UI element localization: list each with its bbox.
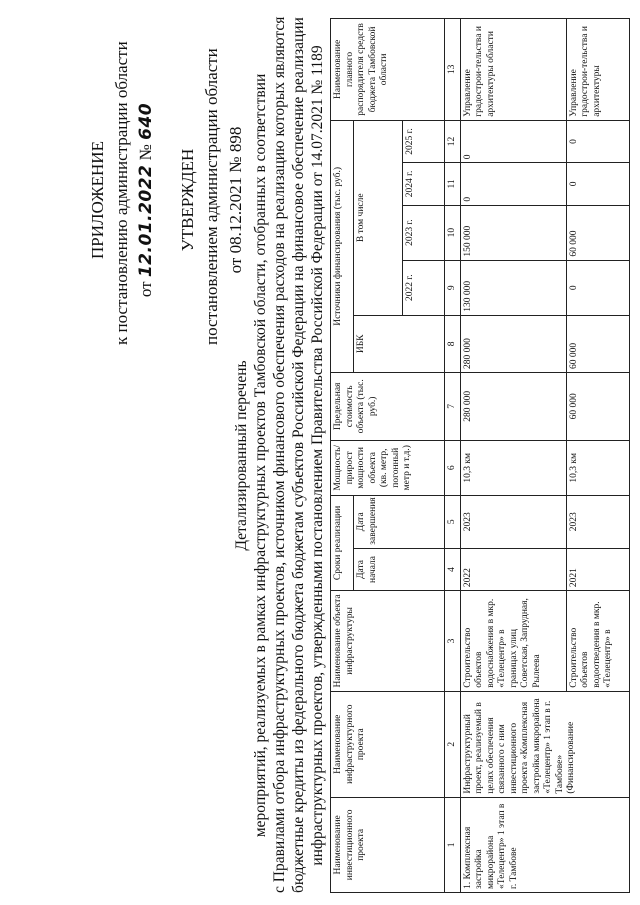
cell-infra-object: Строительство объектов водоотведения в мкр. «Телецентр» в [566, 591, 629, 692]
cell-start-date: 2021 [566, 548, 629, 590]
approved-reference: постановлением администрации области [202, 48, 221, 345]
column-number: 2 [445, 691, 461, 797]
appendix-heading: ПРИЛОЖЕНИЕ [88, 141, 107, 259]
header-funding-group: Источники финансирования (тыс. руб.) [331, 120, 354, 372]
header-year-2025: 2025 г. [402, 120, 444, 162]
cell-fund-manager: Управление градострои-тельства и архитектуры [566, 19, 629, 121]
header-end-date: Дата завершения [354, 495, 445, 548]
header-start-date: Дата начала [354, 548, 445, 590]
cell-year-2025: 0 [460, 120, 566, 162]
cell-fund-manager: Управление градострои-тельства и архитектуры области [460, 19, 566, 121]
header-infra-object: Наименование объекта инфраструктуры [331, 591, 445, 692]
header-terms-group: Сроки реализации [331, 495, 354, 590]
approved-heading: УТВЕРЖДЕН [178, 148, 197, 252]
header-year-2023: 2023 г. [402, 205, 444, 260]
appendix-number-label: № [136, 144, 155, 161]
column-number: 1 [445, 797, 461, 892]
cell-ibk: 280 000 [460, 315, 566, 372]
cell-capacity: 10,3 км [460, 440, 566, 495]
appendix-date-line [136, 55, 156, 345]
cell-capacity: 10,3 км [566, 440, 629, 495]
doc-title-line-3: с Правилами отбора инфраструктурных проектов, источником финансового обеспечения расходов на реализацию которых являются [271, 16, 288, 893]
cell-year-2024: 0 [566, 163, 629, 205]
table-row [460, 19, 566, 893]
column-number: 10 [445, 205, 461, 260]
cell-year-2022: 130 000 [460, 260, 566, 315]
doc-title-line-1: Детализированный перечень [233, 360, 250, 551]
cell-year-2023: 60 000 [566, 205, 629, 260]
cell-ibk: 60 000 [566, 315, 629, 372]
column-number: 3 [445, 591, 461, 692]
header-year-2022: 2022 г. [402, 260, 444, 315]
column-number: 7 [445, 372, 461, 440]
appendix-reference: к постановлению администрации области [112, 41, 131, 345]
column-number: 5 [445, 495, 461, 548]
column-number: 11 [445, 163, 461, 205]
cell-start-date: 2022 [460, 548, 566, 590]
column-number: 8 [445, 315, 461, 372]
cell-infra-object: Строительство объектов водоснабжения в мкр. «Телецентр» в границах улиц Советская, Запрудная, Рылеева [460, 591, 566, 692]
column-number: 9 [445, 260, 461, 315]
column-number: 13 [445, 19, 461, 121]
header-capacity: Мощность/ прирост мощности объекта (кв. метр, погонный метр и т.д.) [331, 440, 445, 495]
approved-date-line: от 08.12.2021 № 898 [226, 126, 245, 274]
appendix-date: 12.01.2022 [136, 164, 156, 278]
header-infra-project: Наименование инфраструктурного проекта [331, 691, 445, 797]
doc-title-line-4: бюджетные кредиты из федерального бюджета бюджетам субъектов Российской Федерации на финансовое обеспечение реализации [290, 17, 307, 893]
header-investment-project: Наименование инвестиционного проекта [331, 797, 445, 892]
appendix-from-label: от [136, 281, 155, 298]
cell-infra-project: Инфраструктурный проект, реализуемый в целях обеспечения связанного с ним инвестиционного проекта «Комплексная застройка микрорайона «Телецентр» 1 этап в г. Тамбове» (Финансирование [460, 691, 629, 797]
cell-cost: 60 000 [566, 372, 629, 440]
header-ibk: ИБК [354, 315, 445, 372]
cell-end-date: 2023 [566, 495, 629, 548]
header-year-2024: 2024 г. [402, 163, 444, 205]
appendix-number: 640 [136, 102, 156, 140]
header-fund-manager: Наименование главного распорядителя средств бюджета Тамбовской области [331, 19, 445, 121]
cell-year-2025: 0 [566, 120, 629, 162]
cell-year-2024: 0 [460, 163, 566, 205]
projects-table [330, 18, 630, 893]
column-number: 6 [445, 440, 461, 495]
header-including-group: В том числе [354, 120, 403, 315]
cell-end-date: 2023 [460, 495, 566, 548]
doc-title-line-2: мероприятий, реализуемых в рамках инфраструктурных проектов Тамбовской области, отобранных в соответствии [252, 73, 269, 838]
header-cost: Предельная стоимость объекта (тыс. руб.) [331, 372, 445, 440]
cell-year-2022: 0 [566, 260, 629, 315]
doc-title-line-5: инфраструктурных проектов, утвержденными постановлением Правительства Российской Федерации от 14.07.2021 № 1189 [309, 45, 326, 866]
cell-cost: 280 000 [460, 372, 566, 440]
column-number: 12 [445, 120, 461, 162]
column-number: 4 [445, 548, 461, 590]
cell-investment-project: 1. Комплексная застройка микрорайона «Телецентр» 1 этап в г. Тамбове [460, 797, 629, 892]
cell-year-2023: 150 000 [460, 205, 566, 260]
